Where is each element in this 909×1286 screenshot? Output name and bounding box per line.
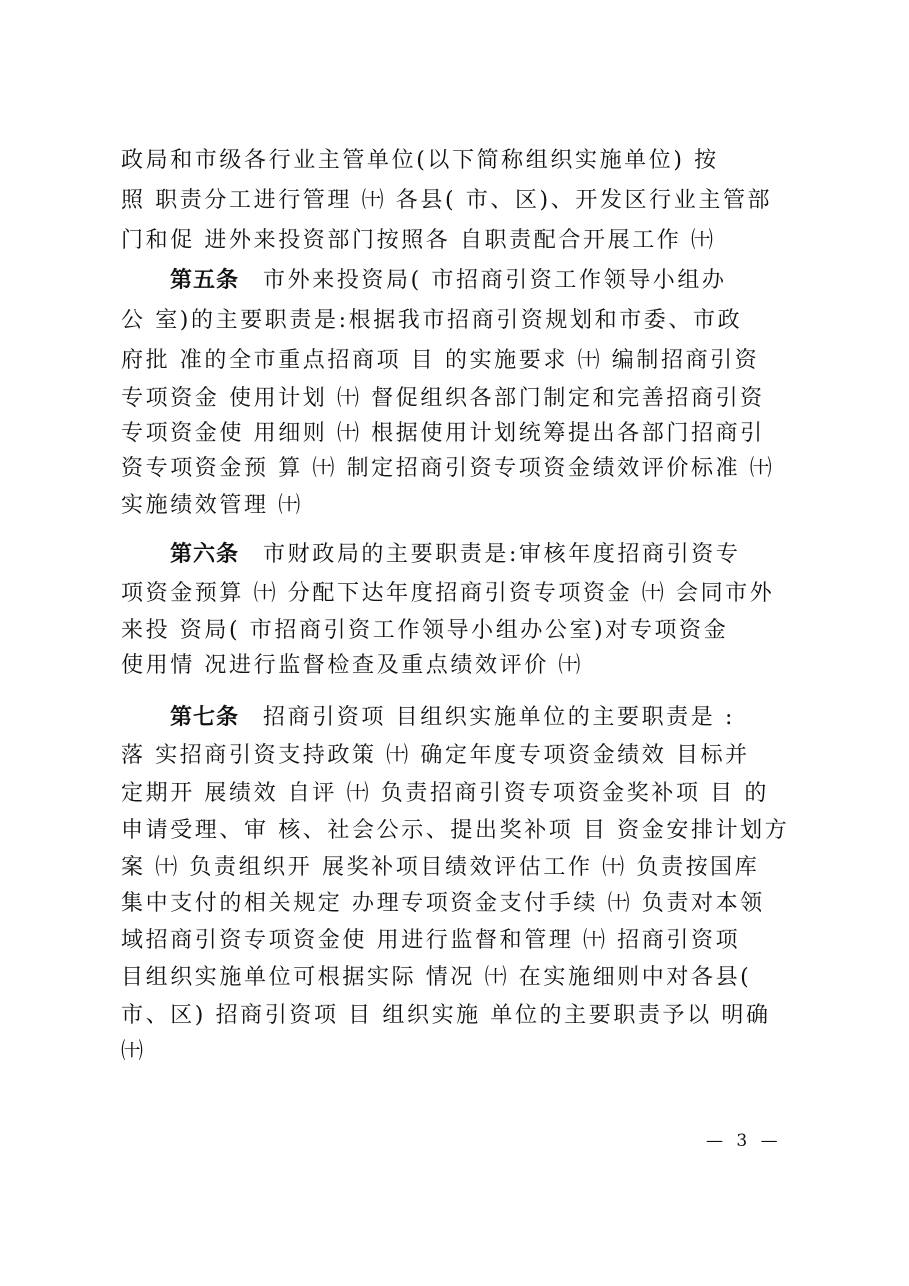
paragraph-line: 集中支付的相关规定 办理专项资金支付手续 ㈩ 负责对本领 bbox=[121, 891, 765, 916]
paragraph-line: 专项资金使 用细则 ㈩ 根据使用计划统筹提出各部门招商引 bbox=[121, 421, 765, 446]
paragraph-line: 定期开 展绩效 自评 ㈩ 负责招商引资专项资金奖补项 目 的 bbox=[121, 781, 769, 806]
paragraph-line: 案 ㈩ 负责组织开 展奖补项目绩效评估工作 ㈩ 负责按国库 bbox=[121, 855, 760, 880]
paragraph-line: 实施绩效管理 ㈩ bbox=[121, 493, 303, 518]
paragraph-line: 照 职责分工进行管理 ㈩ 各县( 市、区)、开发区行业主管部 bbox=[121, 188, 773, 213]
paragraph-text: 市外来投资局( 市招商引资工作领导小组办 bbox=[263, 268, 727, 293]
paragraph-line: 资专项资金预 算 ㈩ 制定招商引资专项资金绩效评价标准 ㈩ bbox=[121, 456, 775, 481]
paragraph-line: 政局和市级各行业主管单位(以下简称组织实施单位) 按 bbox=[121, 148, 719, 173]
paragraph-line: 域招商引资专项资金使 用进行监督和管理 ㈩ 招商引资项 bbox=[121, 928, 741, 953]
paragraph-line: 门和促 进外来投资部门按照各 自职责配合开展工作 ㈩ bbox=[121, 228, 716, 253]
paragraph-line: 项资金预算 ㈩ 分配下达年度招商引资专项资金 ㈩ 会同市外 bbox=[121, 581, 775, 606]
article-5-first-line bbox=[170, 265, 800, 297]
paragraph-line: 府批 准的全市重点招商项 目 的实施要求 ㈩ 编制招商引资 bbox=[121, 348, 760, 373]
paragraph-line: 落 实招商引资支持政策 ㈩ 确定年度专项资金绩效 目标并 bbox=[121, 743, 750, 768]
paragraph-line: 公 室)的主要职责是:根据我市招商引资规划和市委、市政 bbox=[121, 308, 743, 333]
paragraph-line: 市、区) 招商引资项 目 组织实施 单位的主要职责予以 明确 bbox=[121, 1003, 771, 1028]
article-heading: 第五条 bbox=[170, 268, 240, 293]
paragraph-text: 市财政局的主要职责是:审核年度招商引资专 bbox=[263, 542, 741, 567]
paragraph-text: 招商引资项 目组织实施单位的主要职责是 : bbox=[263, 705, 736, 730]
paragraph-line: ㈩ bbox=[121, 1039, 146, 1064]
paragraph-line: 申请受理、审 核、社会公示、提出奖补项 目 资金安排计划方 bbox=[121, 818, 790, 843]
paragraph-line: 来投 资局( 市招商引资工作领导小组办公室)对专项资金 bbox=[121, 618, 729, 643]
paragraph-line: 专项资金 使用计划 ㈩ 督促组织各部门制定和完善招商引资 bbox=[121, 386, 765, 411]
paragraph-line: 目组织实施单位可根据实际 情况 ㈩ 在实施细则中对各县( bbox=[121, 965, 752, 990]
page-number: — 3 — bbox=[706, 1131, 782, 1151]
article-6-first-line bbox=[170, 539, 800, 571]
paragraph-line: 使用情 况进行监督检查及重点绩效评价 ㈩ bbox=[121, 653, 583, 678]
article-heading: 第六条 bbox=[170, 542, 240, 567]
article-7-first-line bbox=[170, 702, 800, 734]
article-heading: 第七条 bbox=[170, 705, 240, 730]
